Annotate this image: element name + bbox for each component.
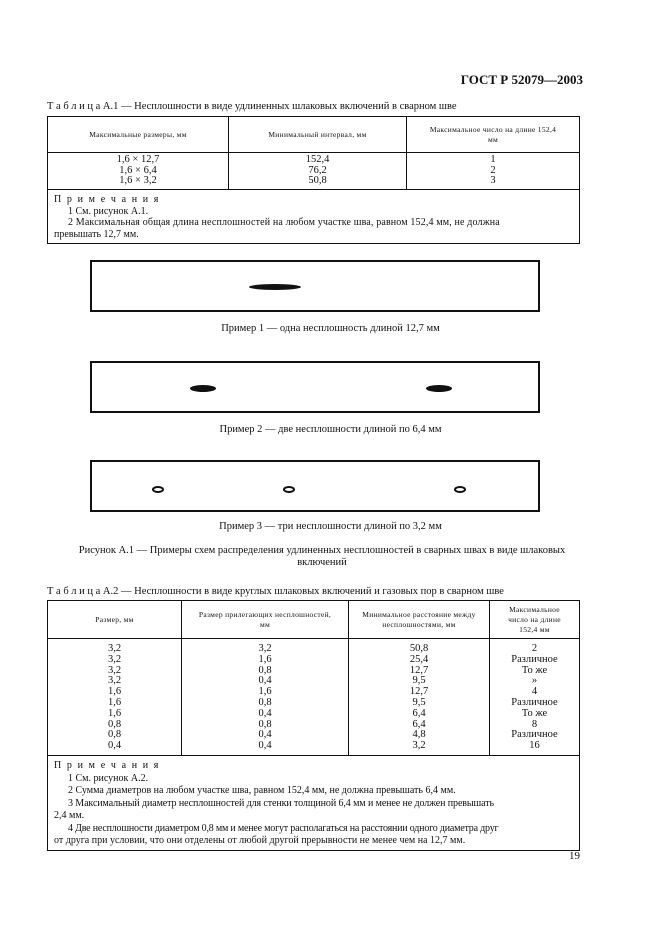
figure-caption <box>52 545 592 569</box>
table-cell: 3,2 <box>107 664 122 676</box>
table2-distance-cell <box>349 639 490 756</box>
table2-caption-prefix: Т а б л и ц а А.2 <box>47 586 119 597</box>
table-cell: 1,6 × 3,2 <box>119 175 157 187</box>
table2-data-row <box>48 639 580 756</box>
table-cell: 0,8 <box>258 664 272 676</box>
weld-diagram-example-1 <box>90 260 540 312</box>
table2-col-size: Размер, мм <box>48 601 182 639</box>
table-cell: 152,4 <box>305 153 330 165</box>
table-cell: 3,2 <box>107 675 122 687</box>
table-cell: 3 <box>490 175 496 187</box>
table1-col-interval: Минимальный интервал, мм <box>229 117 407 153</box>
figure-caption-line: Рисунок А.1 — Примеры схем распределения удлиненных несплошностей в сварных швах в виде шлаковых <box>78 545 566 556</box>
note-line: 3 Максимальный диаметр несплошностей для стенки толщиной 6,4 мм и менее не должен превышать <box>68 797 494 809</box>
note-line: 2,4 мм. <box>54 810 85 821</box>
figure-caption-line: включений <box>297 557 347 568</box>
table1-caption-prefix: Т а б л и ц а А.1 <box>47 101 119 112</box>
notes-title: П р и м е ч а н и я <box>54 760 161 771</box>
table-cell: 1 <box>490 153 496 165</box>
table-cell: 0,4 <box>258 729 272 741</box>
table2-size-cell <box>48 639 182 756</box>
table1-caption <box>47 101 457 112</box>
table-cell: 0,4 <box>258 707 272 719</box>
table-cell: 3,2 <box>107 643 122 655</box>
notes-title: П р и м е ч а н и я <box>54 194 161 205</box>
table1-size-cell <box>48 153 229 190</box>
table-cell: 1,6 <box>107 686 122 698</box>
table-cell: 16 <box>529 740 540 752</box>
table1-notes-row <box>48 190 580 244</box>
table-cell: 8 <box>531 718 538 730</box>
table-cell: 9,5 <box>412 697 426 708</box>
table-cell: Различное <box>511 697 558 708</box>
table-cell: 2 <box>490 164 496 176</box>
table-cell: 2 <box>531 643 538 655</box>
discontinuity-mark <box>454 486 466 493</box>
table1-data-row <box>48 153 580 190</box>
discontinuity-mark <box>152 486 164 493</box>
table2-notes-row <box>48 756 580 851</box>
table-cell: 1,6 <box>258 686 272 698</box>
table-cell: 0,8 <box>258 718 272 730</box>
table-cell: » <box>531 675 538 687</box>
table2-count-cell <box>490 639 580 756</box>
table-cell: 0,4 <box>258 740 272 752</box>
table-cell: 1,6 × 12,7 <box>116 153 160 165</box>
table-cell: 0,8 <box>258 697 272 708</box>
table1-interval-cell <box>229 153 407 190</box>
example-2-caption: Пример 2 — две несплошности длиной по 6,4 мм <box>219 424 442 435</box>
table-cell: 0,4 <box>107 740 122 752</box>
table-cell: 6,4 <box>412 707 426 719</box>
table-cell: 3,2 <box>107 653 122 665</box>
table-cell: 0,8 <box>107 729 122 741</box>
table2 <box>47 600 580 851</box>
table-cell: 50,8 <box>308 175 327 187</box>
discontinuity-mark <box>249 284 301 290</box>
page-number: 19 <box>569 850 580 862</box>
document-id: ГОСТ Р 52079—2003 <box>460 72 583 87</box>
table2-caption-text: — Несплошности в виде круглых шлаковых включений и газовых пор в сварном шве <box>118 586 504 597</box>
table-cell: 4 <box>531 686 538 698</box>
table2-header-row <box>48 601 580 639</box>
table2-col-count: Максимальное число на длине 152,4 мм <box>490 601 580 639</box>
table-cell: 1,6 <box>107 697 122 708</box>
table-cell: 3,2 <box>412 740 426 752</box>
table-cell: 6,4 <box>412 718 426 730</box>
discontinuity-mark <box>283 486 295 493</box>
table-cell: 9,5 <box>412 675 426 687</box>
note-line: 2 Максимальная общая длина несплошностей на любом участке шва, равном 152,4 мм, не должна <box>68 217 500 228</box>
table1-col-size: Максимальные размеры, мм <box>48 117 229 153</box>
table1 <box>47 116 580 244</box>
table1-col-count: Максимальное число на длине 152,4 мм <box>407 117 580 153</box>
table-cell: 12,7 <box>409 664 429 676</box>
table-cell: 0,8 <box>107 718 122 730</box>
table2-col-distance: Минимальное расстояние между несплошностями, мм <box>349 601 490 639</box>
note-line: 2 Сумма диаметров на любом участке шва, равном 152,4 мм, не должна превышать 6,4 мм. <box>68 785 456 796</box>
weld-diagram-example-2 <box>90 361 540 413</box>
table-cell: То же <box>521 707 548 719</box>
table2-adjacent-cell <box>182 639 349 756</box>
table-cell: 50,8 <box>409 643 429 655</box>
table2-col-adjacent: Размер прилегающих несплошностей, мм <box>182 601 349 639</box>
table-cell: 4,8 <box>412 729 426 741</box>
table-cell: 1,6 × 6,4 <box>119 164 157 176</box>
note-line: превышать 12,7 мм. <box>54 228 139 240</box>
table2-caption <box>47 586 504 597</box>
table1-notes <box>48 190 580 244</box>
table-cell: Различное <box>511 653 558 665</box>
table2-notes <box>48 756 580 851</box>
table-cell: То же <box>521 664 548 676</box>
table-cell: 76,2 <box>308 164 327 176</box>
table-cell: 3,2 <box>258 643 272 655</box>
table-cell: Различное <box>511 729 558 741</box>
example-3-caption: Пример 3 — три несплошности длиной по 3,2 мм <box>219 521 442 532</box>
table1-header-row <box>48 117 580 153</box>
weld-diagram-example-3 <box>90 460 540 512</box>
table-cell: 12,7 <box>409 686 429 698</box>
table-cell: 1,6 <box>258 653 272 665</box>
table-cell: 1,6 <box>107 707 122 719</box>
discontinuity-mark <box>190 385 216 392</box>
example-1-caption: Пример 1 — одна несплошность длиной 12,7 мм <box>221 323 440 334</box>
note-line: 4 Две несплошности диаметром 0,8 мм и менее могут располагаться на расстоянии одного диаметра друг <box>68 822 499 834</box>
discontinuity-mark <box>426 385 452 392</box>
table-cell: 25,4 <box>409 653 429 665</box>
table-cell: 0,4 <box>258 675 272 687</box>
table1-count-cell <box>407 153 580 190</box>
note-line: 1 См. рисунок А.1. <box>68 205 149 217</box>
note-line: от друга при условии, что они отделены от любой другой прерывности не менее чем на 12,7 мм. <box>54 835 466 846</box>
note-line: 1 См. рисунок А.2. <box>68 772 149 784</box>
table1-caption-text: — Несплошности в виде удлиненных шлаковых включений в сварном шве <box>118 101 457 112</box>
